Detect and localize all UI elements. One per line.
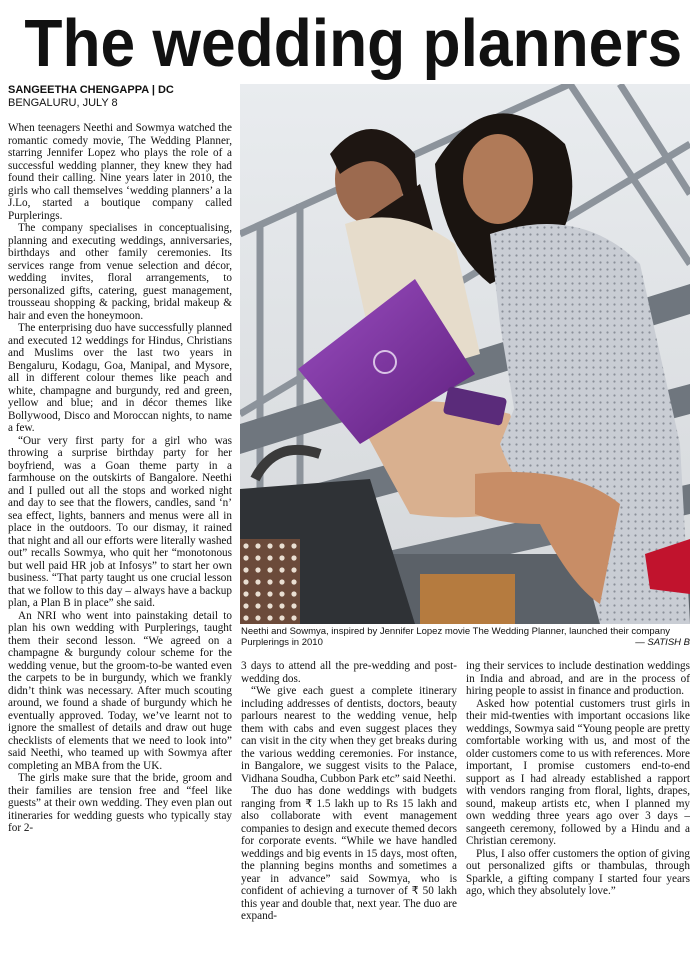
paragraph: An NRI who went into painstaking detail to plan his own wedding with Purplerings, taught them their second lesson. “We agreed on a champagne & burgundy colour scheme for the wedding venue, but the groom-to-be wanted even the carpets to be in burgundy, which we frankly didn’t think was necessary. After much scouting around, we found a shade of burgundy which he eventually approved. Today, we’ve learnt not to ignore the smallest of details and draw out huge checklists of elements that we need to look into” said Neethi, who teamed up with Sowmya after completing an MBA from the UK. — [8, 609, 232, 772]
paragraph: ing their services to include destination weddings in India and abroad, and are in the process of hiring people to assist in finance and production. — [466, 660, 690, 697]
photo-credit: — SATISH B — [635, 637, 690, 648]
photo — [240, 84, 690, 624]
article-column-3 — [466, 660, 690, 958]
paragraph: “We give each guest a complete itinerary including addresses of dentists, doctors, beauty parlours nearest to the wedding venue, help them with cabs and even suggest places they can visit in the city when they get breaks during the various wedding ceremonies. For instance, in Bangalore, we suggest visits to the Palace, Vidhana Soudha, Cubbon Park etc” said Neethi. — [241, 685, 457, 785]
photo-caption: Neethi and Sowmya, inspired by Jennifer Lopez movie The Wedding Planner, launched their company Purplerings in 2010 — [241, 626, 670, 648]
byline-name: SANGEETHA CHENGAPPA | DC — [8, 84, 174, 96]
paragraph: When teenagers Neethi and Sowmya watched the romantic comedy movie, The Wedding Planner, starring Jennifer Lopez who plays the role of a successful wedding planner, they knew they had found their calling. Nine years later in 2010, the girls who call themselves ‘wedding planners’ a la J.Lo, started a boutique company called Purplerings. — [8, 122, 232, 222]
brown-bag — [420, 574, 515, 624]
paragraph: The enterprising duo have successfully planned and executed 12 weddings for Hindus, Christians and Muslims over the last two years in Bengaluru, Kodagu, Goa, Manipal, and Mysore, all in different colour themes like peach and white, champagne and burgundy, red and green, yellow and blue; and in décor themes like Bollywood, Disco and Moroccan nights, to name a few. — [8, 322, 232, 434]
article-column-2 — [241, 660, 457, 958]
byline — [8, 84, 174, 110]
paragraph: The duo has done weddings with budgets ranging from ₹ 1.5 lakh up to Rs 15 lakh and also collaborate with event management companies to design and execute themed decors for corporate events. “While we have handled weddings and big events in 15 days, most often, the planning begins months and sometimes a year in advance” said Sowmya, who is confident of achieving a turnover of ₹ 50 lakh this year and double that, next year. The duo are expand- — [241, 785, 457, 922]
paragraph: 3 days to attend all the pre-wedding and post-wedding dos. — [241, 660, 457, 685]
paragraph: The girls make sure that the bride, groom and their families are tension free and “feel like guests” at their own wedding. They even plan out itineraries for wedding guests who typically stay for 2- — [8, 772, 232, 834]
article-column-1 — [8, 122, 232, 958]
dateline: BENGALURU, JULY 8 — [8, 97, 118, 109]
paragraph: “Our very first party for a girl who was throwing a surprise birthday party for her boyfriend, was a Goan theme party in a farmhouse on the outskirts of Bangalore. Neethi and I pulled out all the stops and worked night and day to see that the flowers, candles, sand ‘n’ sea effect, lights, banners and menus were all in place in the outdoors. To our dismay, it rained that night and all our efforts were literally washed out” recalls Sowmya, who quit her “monotonous but well paid HR job at Infosys” to start her own business. “That party taught us one crucial lesson that we follow to this day – always have a backup plan, a Plan B in place” she said. — [8, 434, 232, 609]
headline: The wedding planners — [24, 6, 683, 81]
paragraph: Plus, I also offer customers the option of giving out personalized gifts or thambulas, through Sparkle, a gifting company I started four years ago, which they absolutely love.” — [466, 847, 690, 897]
paragraph: Asked how potential customers trust girls in their mid-twenties with important occasions like weddings, Sowmya said “Young people are pretty comfortable working with us, and most of the older customers come to us with references. More important, I promise customers end-to-end support as I had already established a rapport with vendors ranging from floral, lights, drapes, sound, makeup artists etc, when I planned my own wedding three years ago over 3 days – sangeeth ceremony, followed by a Hindu and a Christian ceremony. — [466, 697, 690, 847]
paragraph: The company specialises in conceptualising, planning and executing weddings, anniversaries, birthdays and other family ceremonies. Its services range from venue selection and décor, wedding invites, floral arrangements, to personalized gifts, catering, guest management, trousseau shopping & packing, bridal makeup & hair and even the honeymoon. — [8, 222, 232, 322]
